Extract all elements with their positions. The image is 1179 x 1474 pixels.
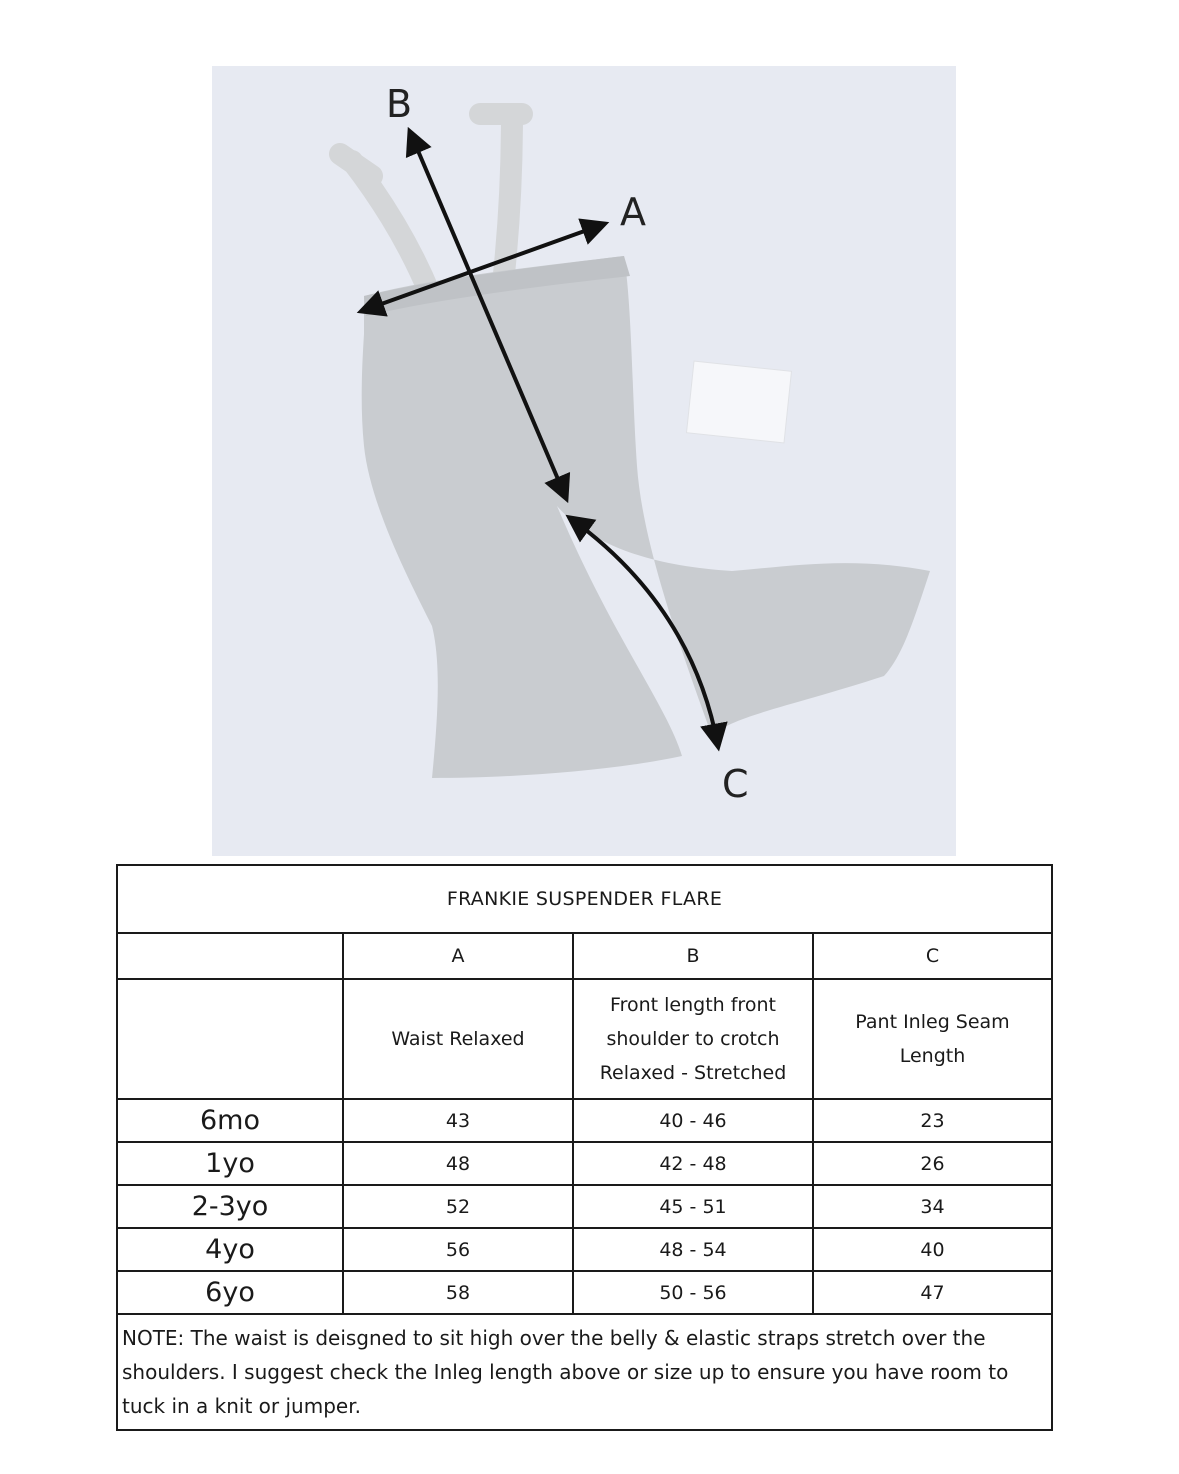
column-desc-a <box>343 979 573 1099</box>
value-a: 48 <box>343 1142 573 1185</box>
header-empty-cell <box>117 933 343 979</box>
size-label: 2-3yo <box>117 1185 343 1228</box>
label-c: C <box>722 762 749 806</box>
desc-line: Waist Relaxed <box>391 1028 525 1050</box>
table-row <box>117 1185 1052 1228</box>
sizing-note: NOTE: The waist is deisgned to sit high over the belly & elastic straps stretch over the shoulders. I suggest check the Inleg length above or size up to ensure you have room to tuck in a knit or jumper. <box>117 1314 1052 1430</box>
value-c: 40 <box>813 1228 1052 1271</box>
garment-tag <box>687 361 792 443</box>
column-letter-b: B <box>573 933 813 979</box>
size-label: 6mo <box>117 1099 343 1142</box>
value-c: 47 <box>813 1271 1052 1314</box>
table-row <box>117 1271 1052 1314</box>
value-b: 42 - 48 <box>573 1142 813 1185</box>
size-label: 4yo <box>117 1228 343 1271</box>
value-a: 43 <box>343 1099 573 1142</box>
garment-diagram <box>212 66 956 856</box>
garment-body <box>362 256 930 778</box>
value-a: 58 <box>343 1271 573 1314</box>
label-b: B <box>386 82 413 126</box>
column-letter-a: A <box>343 933 573 979</box>
garment-measurement-photo <box>212 66 956 856</box>
table-title: FRANKIE SUSPENDER FLARE <box>117 865 1052 933</box>
table-row <box>117 1099 1052 1142</box>
column-desc-b <box>573 979 813 1099</box>
column-letter-c: C <box>813 933 1052 979</box>
desc-line: shoulder to crotch <box>606 1028 780 1050</box>
table-row <box>117 1142 1052 1185</box>
desc-empty-cell <box>117 979 343 1099</box>
value-b: 48 - 54 <box>573 1228 813 1271</box>
desc-line: Pant Inleg Seam <box>855 1011 1010 1033</box>
value-c: 23 <box>813 1099 1052 1142</box>
size-label: 6yo <box>117 1271 343 1314</box>
label-a: A <box>620 190 646 234</box>
column-desc-c <box>813 979 1052 1099</box>
desc-line: Relaxed - Stretched <box>599 1062 787 1084</box>
desc-line: Front length front <box>610 994 776 1016</box>
value-c: 34 <box>813 1185 1052 1228</box>
value-a: 56 <box>343 1228 573 1271</box>
value-b: 50 - 56 <box>573 1271 813 1314</box>
value-b: 45 - 51 <box>573 1185 813 1228</box>
desc-line: Length <box>899 1045 966 1067</box>
right-strap <box>502 114 512 292</box>
value-a: 52 <box>343 1185 573 1228</box>
value-b: 40 - 46 <box>573 1099 813 1142</box>
value-c: 26 <box>813 1142 1052 1185</box>
table-row <box>117 1228 1052 1271</box>
size-label: 1yo <box>117 1142 343 1185</box>
size-chart-table <box>116 864 1053 1431</box>
